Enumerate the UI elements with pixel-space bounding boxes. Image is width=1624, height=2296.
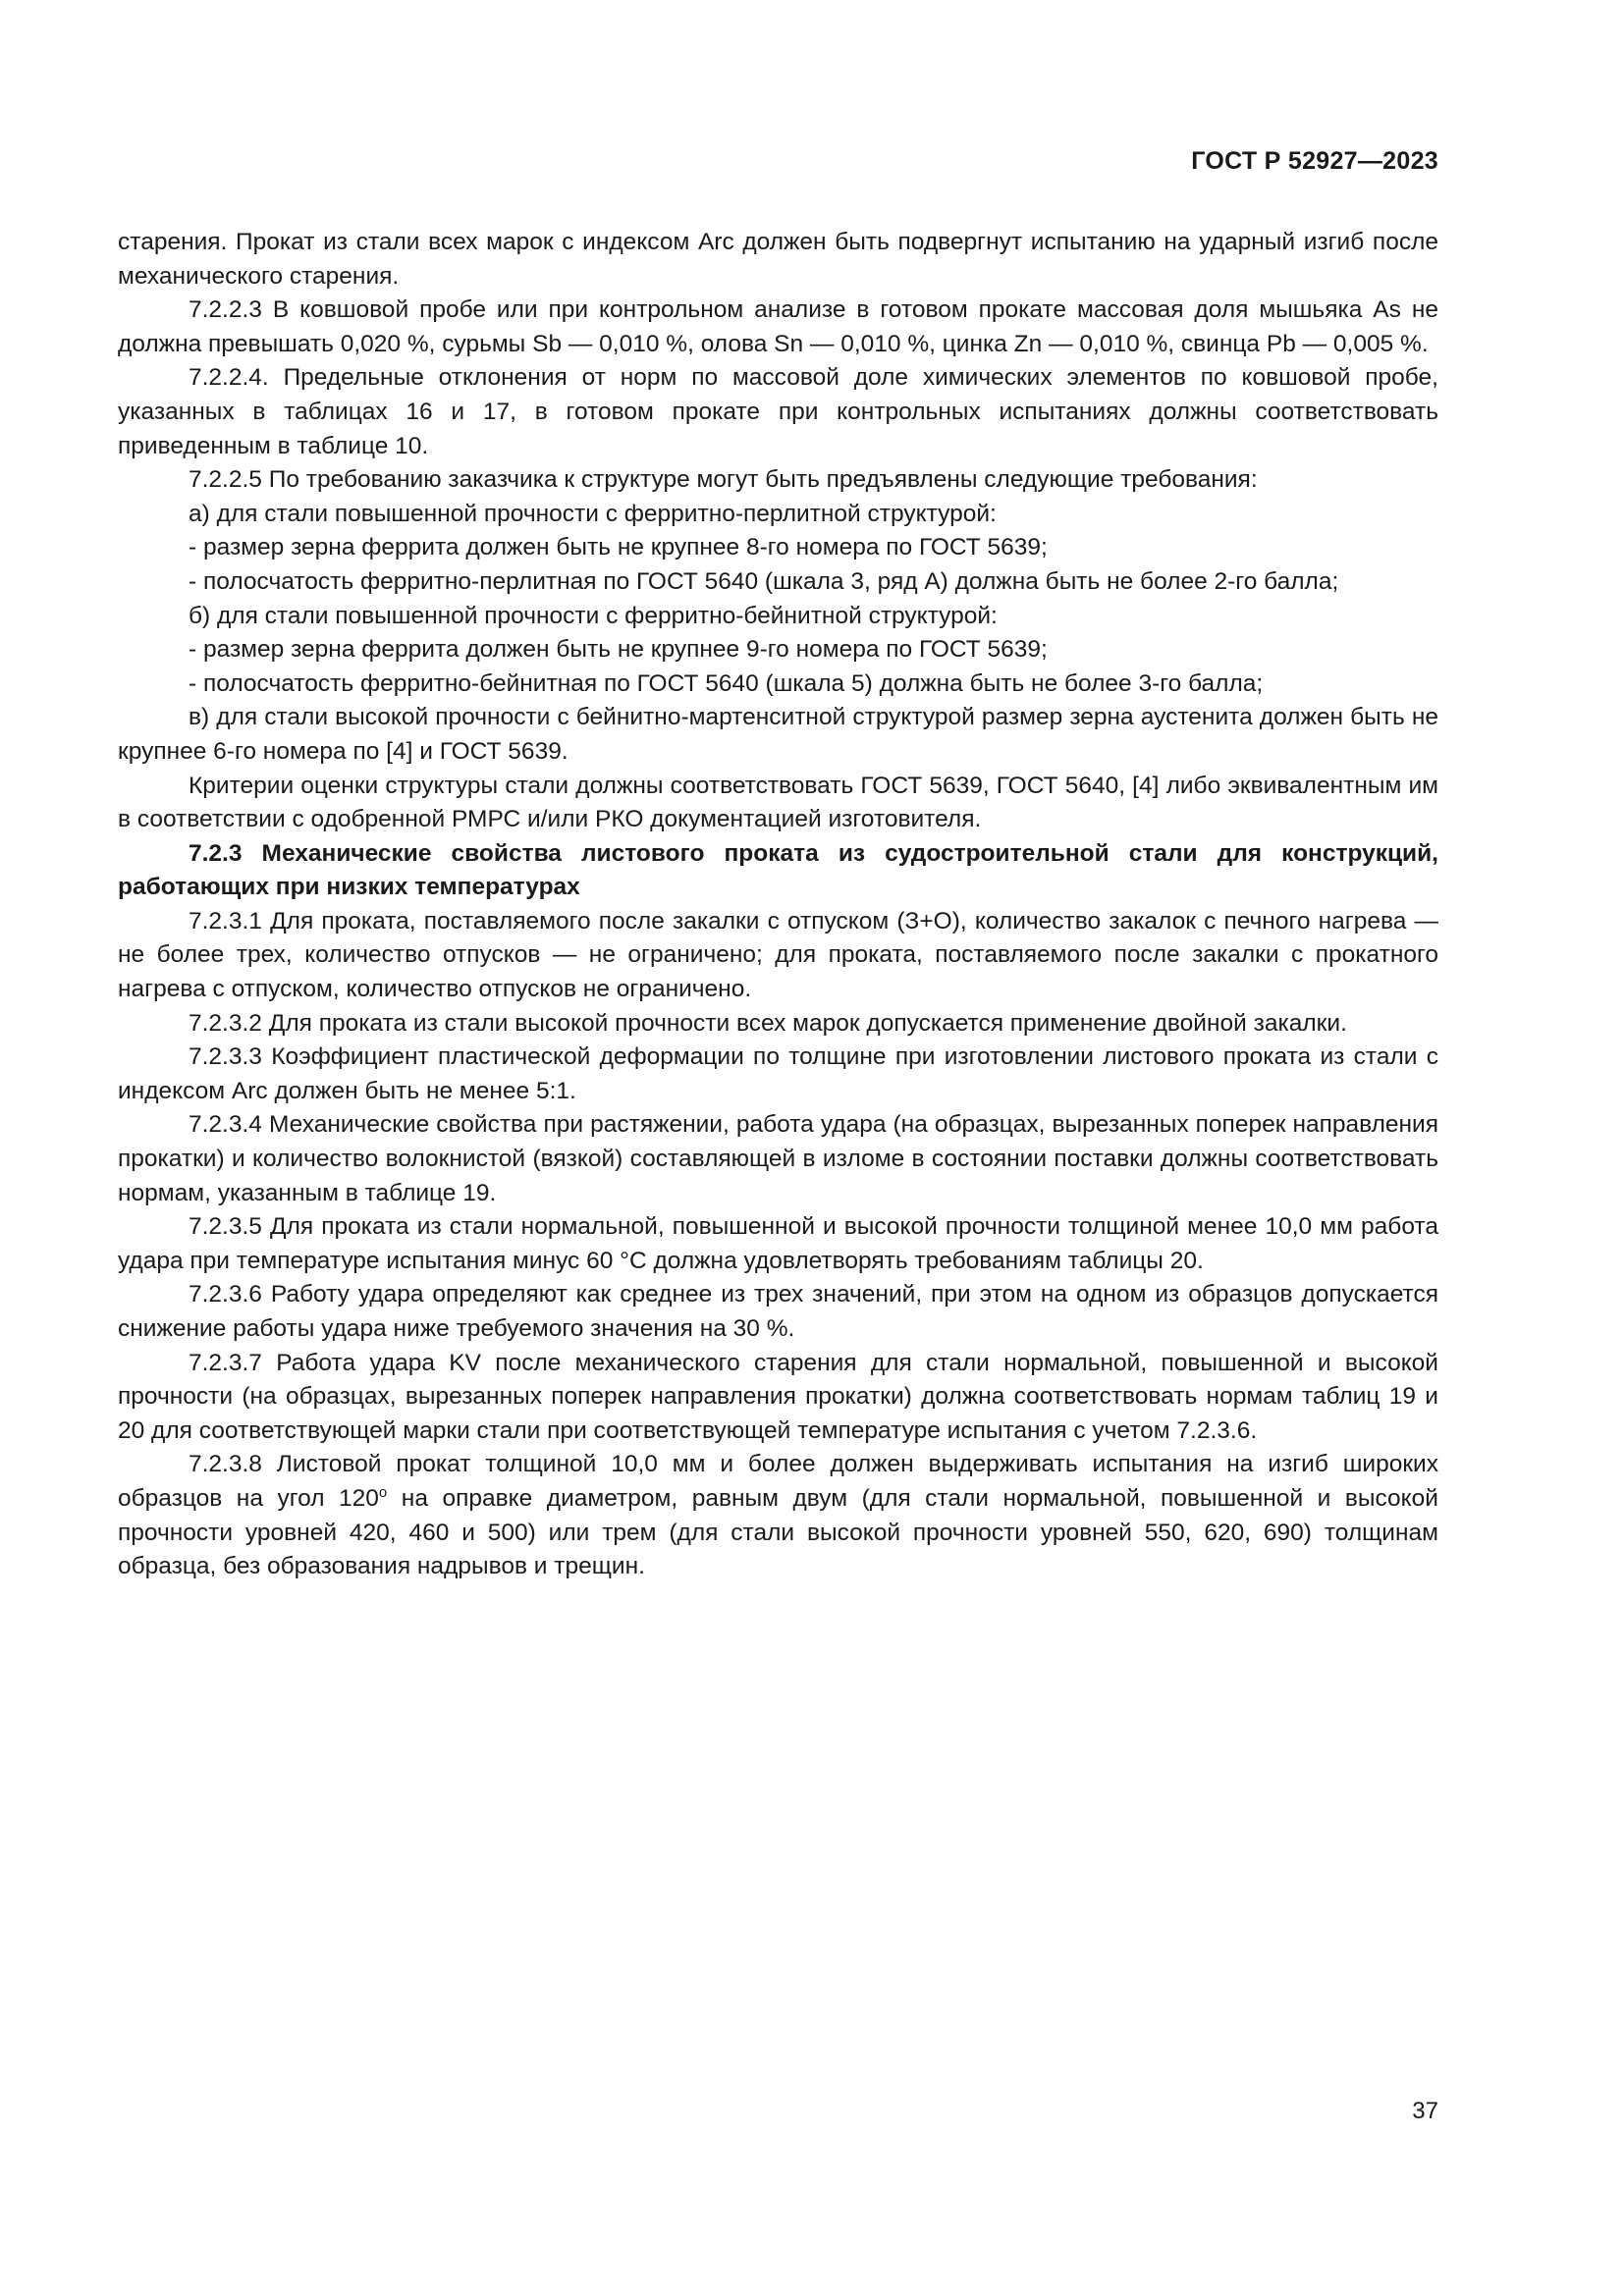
paragraph-last [118,1448,1438,1583]
paragraph: 7.2.2.5 По требованию заказчика к структуре могут быть предъявлены следующие требования: [189,466,1258,494]
list-item: а) для стали повышенной прочности с ферритно-перлитной структурой: [189,500,997,527]
paragraph: 7.2.2.4. Предельные отклонения от норм по массовой доле химических элементов по ковшовой пробе, указанных в таблицах 16 и 17, в готовом прокате при контрольных испытаниях должны соответствовать приведенным в таблице 10. [118,364,1438,459]
paragraph: 7.2.3.4 Механические свойства при растяжении, работа удара (на образцах, вырезанных поперек направления прокатки) и количество волокнистой (вязкой) составляющей в изломе в состоянии поставки должны соответствовать нормам, указанным в таблице 19. [118,1111,1438,1206]
list-item: в) для стали высокой прочности с бейнитно-мартенситной структурой размер зерна аустенита должен быть не крупнее 6-го номера по [4] и ГОСТ 5639. [118,704,1438,765]
document-body [118,226,1438,1584]
paragraph: 7.2.3.1 Для проката, поставляемого после закалки с отпуском (З+О), количество закалок с печного нагрева — не более трех, количество отпусков — не ограничено; для проката, поставляемого после закалки с прокатного нагрева с отпуском, количество отпусков не ограничено. [118,907,1438,1003]
degree-superscript: о [378,1483,388,1501]
paragraph: 7.2.3.6 Работу удара определяют как среднее из трех значений, при этом на одном из образцов допускается снижение работы удара ниже требуемого значения на 30 %. [118,1281,1438,1342]
list-item: - размер зерна феррита должен быть не крупнее 9-го номера по ГОСТ 5639; [189,636,1048,664]
list-item: б) для стали повышенной прочности с ферритно-бейнитной структурой: [189,602,998,629]
paragraph: Критерии оценки структуры стали должны соответствовать ГОСТ 5639, ГОСТ 5640, [4] либо эквивалентным им в соответствии с одобренной РМРС и/или РКО документацией изготовителя. [118,772,1438,833]
paragraph: 7.2.3.5 Для проката из стали нормальной, повышенной и высокой прочности толщиной менее 10,0 мм работа удара при температуре испытания минус 60 °С должна удовлетворять требованиям таблицы 20. [118,1213,1438,1274]
paragraph: 7.2.3.3 Коэффициент пластической деформации по толщине при изготовлении листового проката из стали с индексом Arc должен быть не менее 5:1. [118,1043,1438,1104]
list-item: - размер зерна феррита должен быть не крупнее 8-го номера по ГОСТ 5639; [189,534,1048,561]
paragraph-text: на оправке диаметром, равным двум (для стали нормальной, повышенной и высокой прочности уровней 420, 460 и 500) или трем (для стали высокой прочности уровней 550, 620, 690) толщинам образца, без образования надрывов и трещин. [118,1484,1438,1580]
page-number: 37 [1412,2098,1438,2124]
paragraph: 7.2.2.3 В ковшовой пробе или при контрольном анализе в готовом прокате массовая доля мышьяка As не должна превышать 0,020 %, сурьмы Sb — 0,010 %, олова Sn — 0,010 %, цинка Zn — 0,010 %, свинца Pb — 0,005 %. [118,296,1438,357]
document-header: ГОСТ Р 52927—2023 [1191,147,1438,175]
paragraph: 7.2.3.7 Работа удара KV после механического старения для стали нормальной, повышенной и высокой прочности (на образцах, вырезанных поперек направления прокатки) должна соответствовать нормам таблиц 19 и 20 для соответствующей марки стали при соответствующей температуре испытания с учетом 7.2.3.6. [118,1349,1438,1444]
list-item: - полосчатость ферритно-бейнитная по ГОСТ 5640 (шкала 5) должна быть не более 3-го балла; [189,669,1264,697]
paragraph: 7.2.3.2 Для проката из стали высокой прочности всех марок допускается применение двойной закалки. [189,1009,1347,1037]
paragraph: старения. Прокат из стали всех марок с индексом Arc должен быть подвергнут испытанию на ударный изгиб после механического старения. [118,229,1438,290]
paragraph-text: 7.2.3.8 Листовой прокат толщиной 10,0 мм и более должен выдерживать испытания на изгиб широких образцов на угол 120 [118,1451,1438,1512]
section-heading: 7.2.3 Механические свойства листового проката из судостроительной стали для конструкций, работающих при низких температурах [118,839,1438,901]
list-item: - полосчатость ферритно-перлитная по ГОСТ 5640 (шкала 3, ряд А) должна быть не более 2-го балла; [189,567,1339,595]
